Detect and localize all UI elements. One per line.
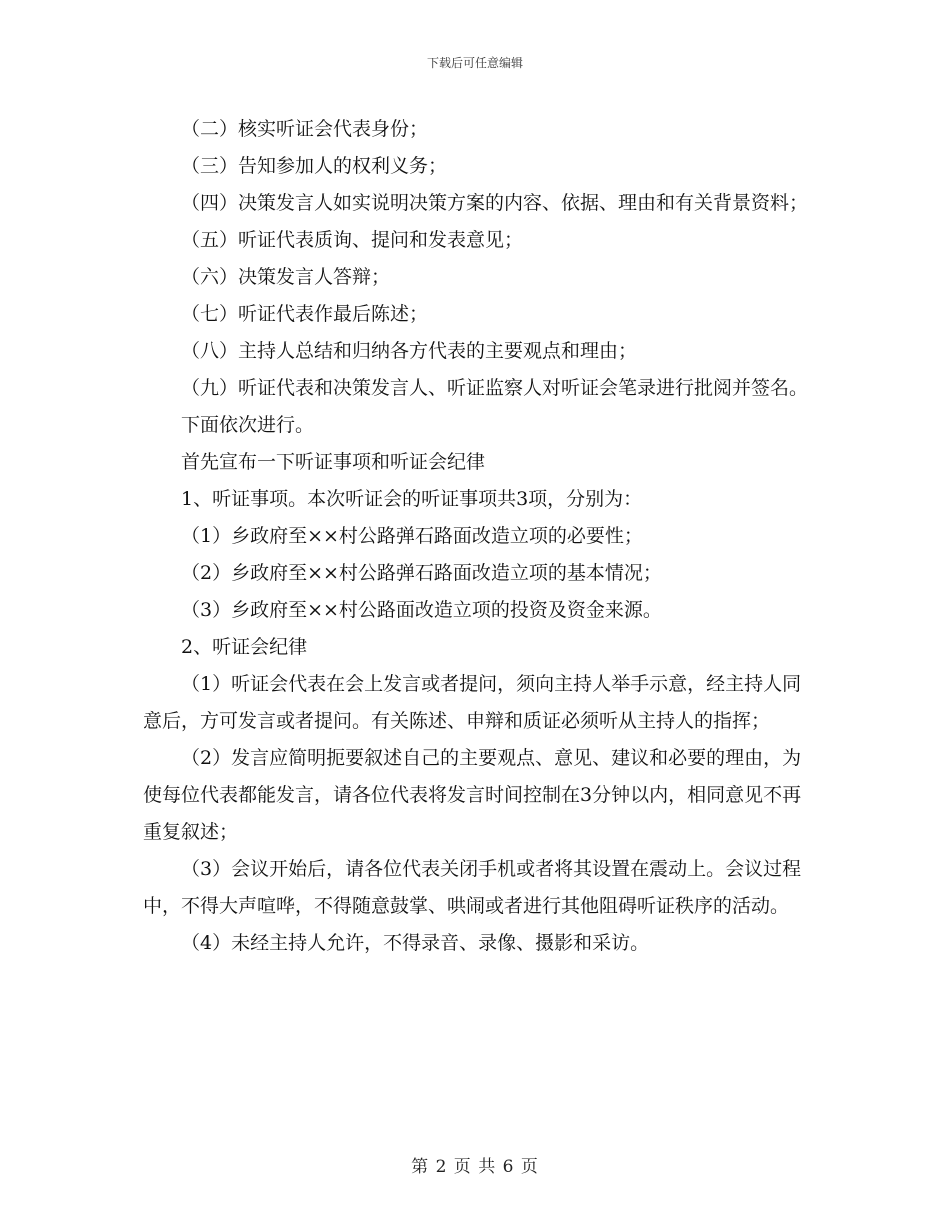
paragraph: 1、听证事项。本次听证会的听证事项共3项，分别为： — [181, 488, 643, 510]
paragraph: （六）决策发言人答辩； — [181, 266, 391, 288]
paragraph: （2）乡政府至××村公路弹石路面改造立项的基本情况； — [181, 562, 662, 584]
paragraph: （四）决策发言人如实说明决策方案的内容、依据、理由和有关背景资料； — [181, 192, 809, 214]
paragraph: 首先宣布一下听证事项和听证会纪律 — [181, 451, 486, 473]
paragraph: （二）核实听证会代表身份； — [181, 118, 429, 140]
page-header: 下载后可任意编辑 — [426, 56, 523, 70]
paragraph: 2、听证会纪律 — [181, 636, 308, 658]
paragraph: （七）听证代表作最后陈述； — [181, 303, 429, 325]
paragraph: （1）乡政府至××村公路弹石路面改造立项的必要性； — [181, 525, 643, 547]
paragraph: （3）会议开始后，请各位代表关闭手机或者将其设置在震动上。会议过程中，不得大声喧哗，不得随意鼓掌、哄闹或者进行其他阻碍听证秩序的活动。 — [143, 858, 802, 917]
paragraph: （八）主持人总结和归纳各方代表的主要观点和理由； — [181, 340, 638, 362]
paragraph: （五）听证代表质询、提问和发表意见； — [181, 229, 524, 251]
document-body — [143, 111, 811, 962]
paragraph: （1）听证会代表在会上发言或者提问，须向主持人举手示意，经主持人同意后，方可发言或者提问。有关陈述、申辩和质证必须听从主持人的指挥； — [143, 673, 802, 732]
page-number-footer: 第 2 页 共 6 页 — [411, 1157, 539, 1177]
paragraph: （九）听证代表和决策发言人、听证监察人对听证会笔录进行批阅并签名。 — [181, 377, 809, 399]
paragraph: （4）未经主持人允许，不得录音、录像、摄影和采访。 — [181, 932, 650, 954]
paragraph: （三）告知参加人的权利义务； — [181, 155, 448, 177]
paragraph: 下面依次进行。 — [181, 414, 315, 436]
paragraph: （2）发言应简明扼要叙述自己的主要观点、意见、建议和必要的理由，为使每位代表都能发言，请各位代表将发言时间控制在3分钟以内，相同意见不再重复叙述； — [143, 747, 802, 843]
paragraph: （3）乡政府至××村公路面改造立项的投资及资金来源。 — [181, 599, 662, 621]
